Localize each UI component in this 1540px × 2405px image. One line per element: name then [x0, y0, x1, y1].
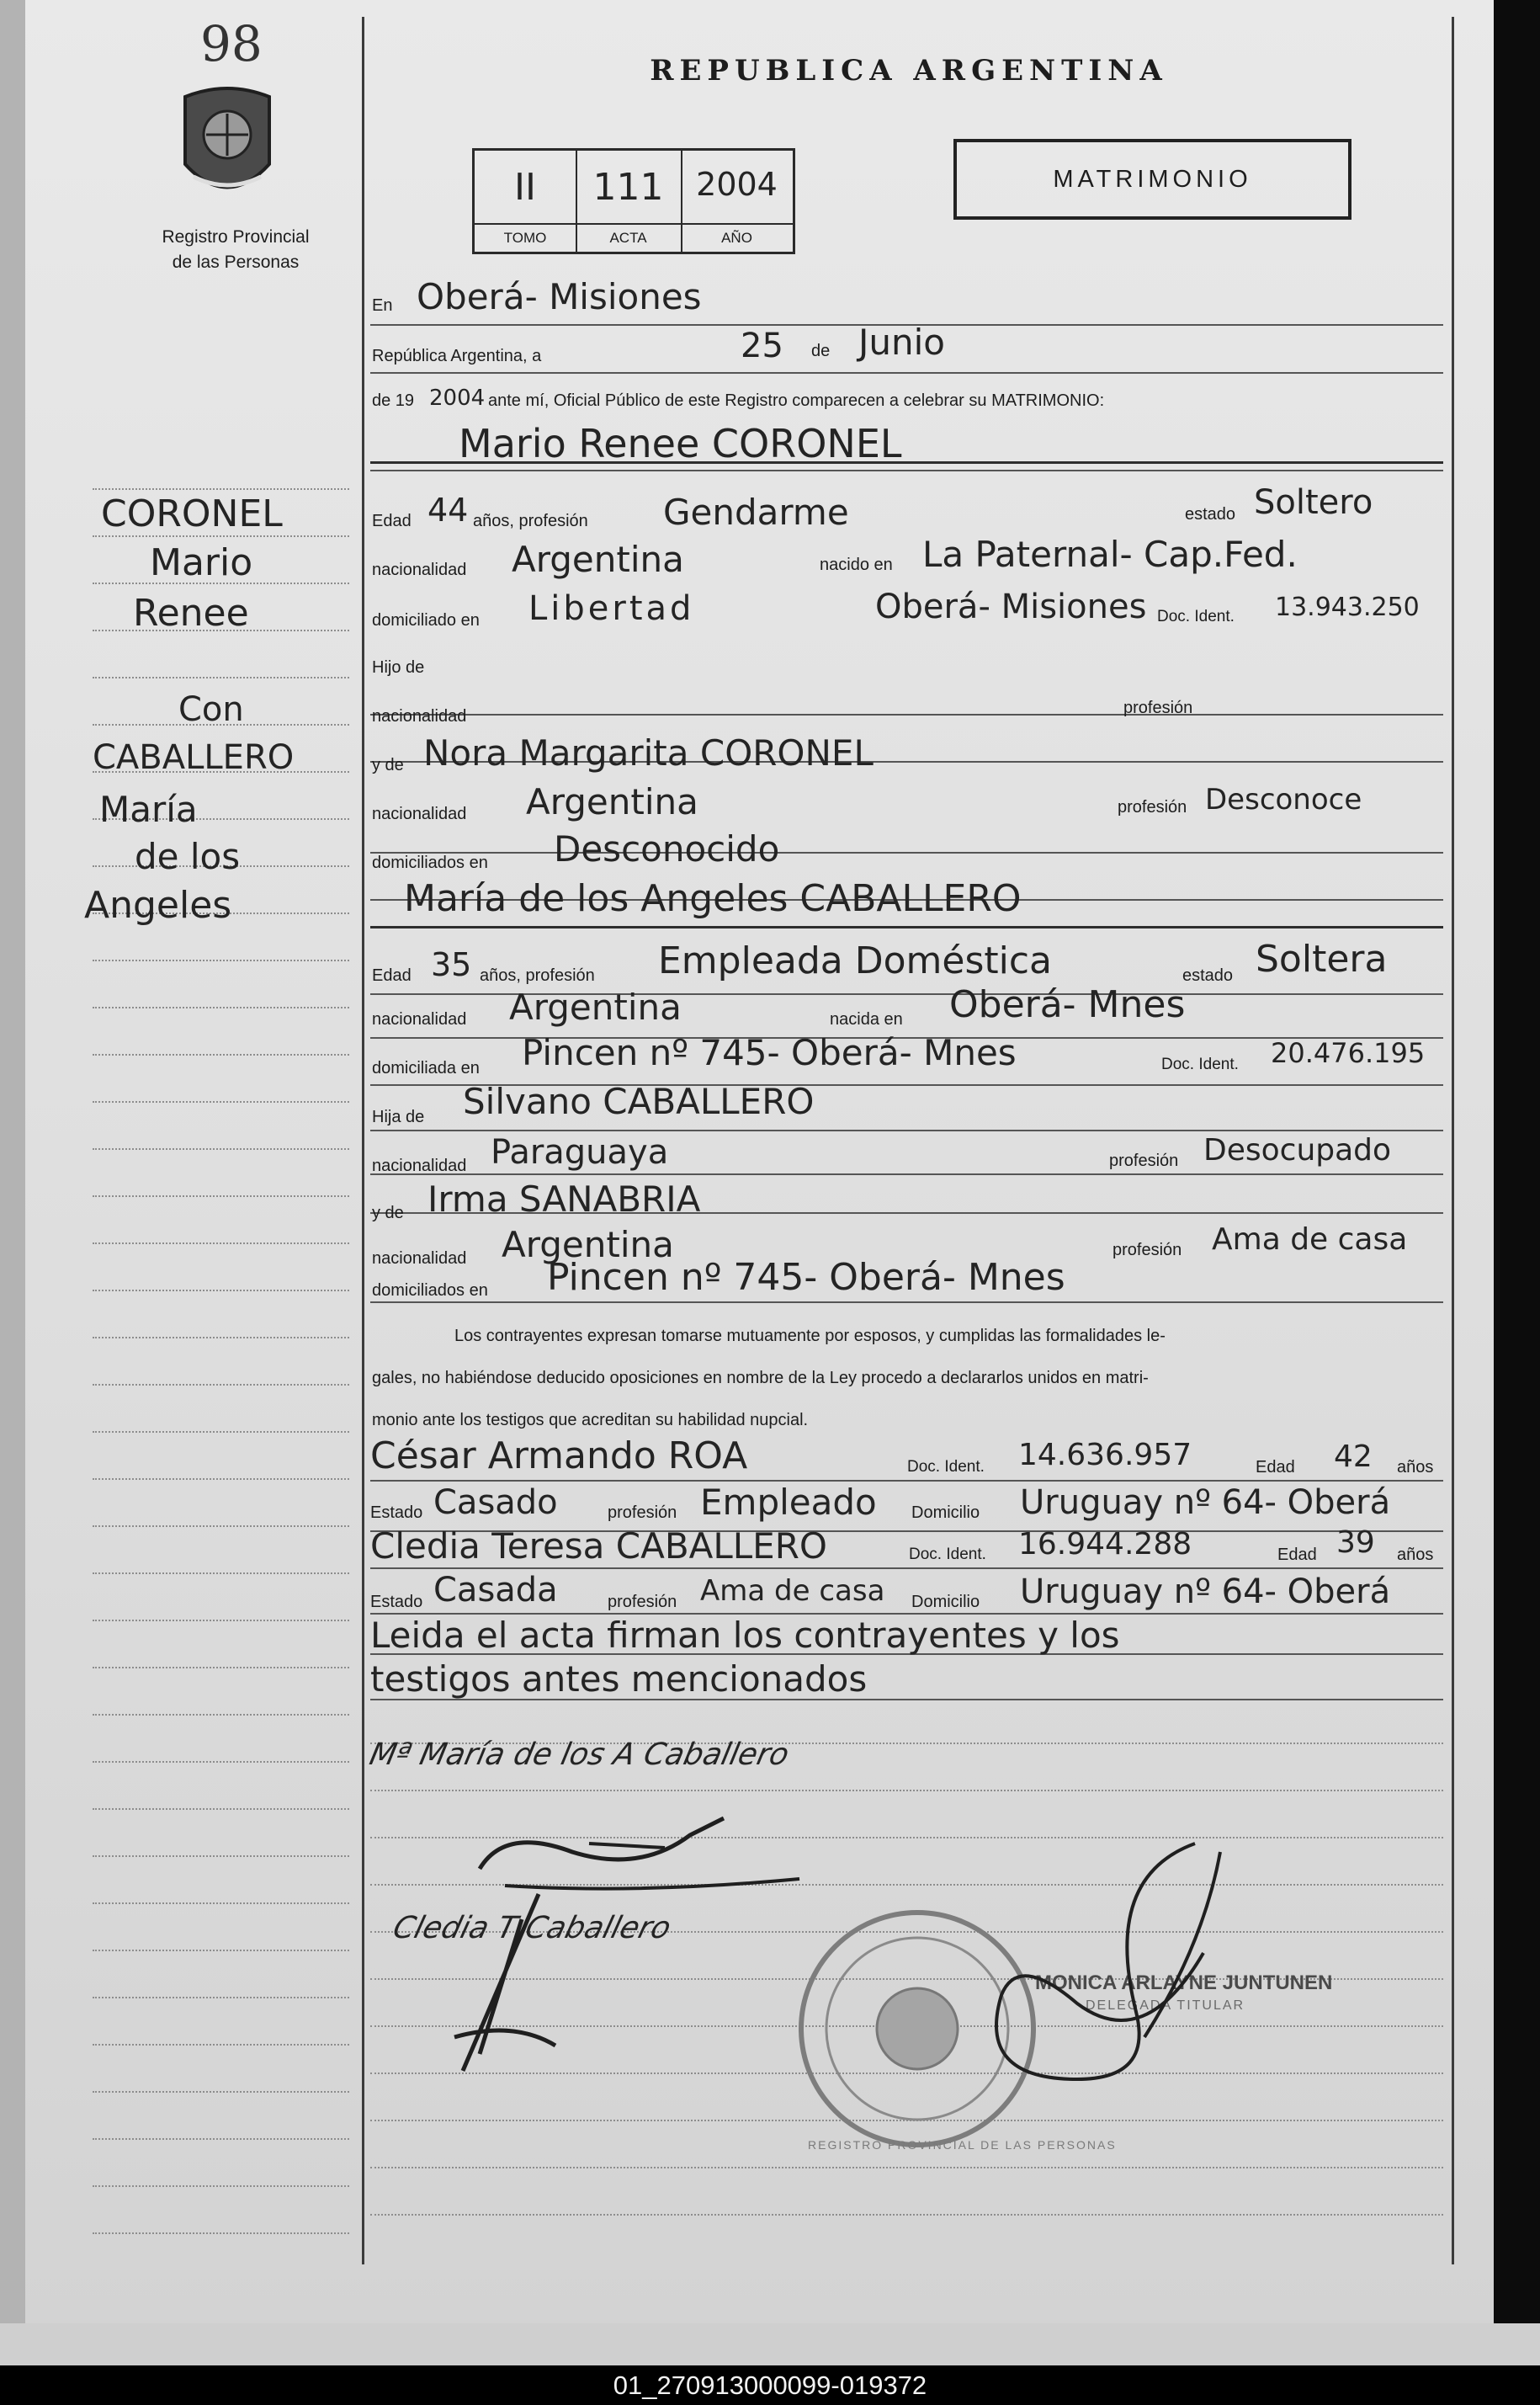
- groom-father-nacionalidad-label: nacionalidad: [372, 707, 467, 726]
- margin-ruled-line: [93, 1902, 349, 1905]
- groom-father-profesion-label: profesión: [1123, 699, 1193, 717]
- acta-label: ACTA: [576, 223, 681, 247]
- marriage-place: Oberá- Misiones: [417, 276, 702, 317]
- groom-nacido-label: nacido en: [820, 556, 893, 574]
- official-signature-graphic: [951, 1827, 1254, 2113]
- tomo-acta-anio-box: [472, 148, 795, 254]
- bride-domicilio-label: domiciliada en: [372, 1059, 480, 1077]
- left-binding-strip: [0, 0, 25, 2323]
- de-label: de: [811, 342, 831, 360]
- form-rule-line: [370, 1130, 1443, 1131]
- registry-name-line2: de las Personas: [172, 253, 300, 272]
- margin-ruled-line: [93, 1572, 349, 1575]
- official-stamp-name: MONICA ARLAYNE JUNTUNEN: [1035, 1971, 1333, 1994]
- document-type-box: MATRIMONIO: [953, 139, 1351, 220]
- groom-birthplace: La Paternal- Cap.Fed.: [922, 534, 1298, 575]
- intro-statement: ante mí, Oficial Público de este Registro comparecen a celebrar su MATRIMONIO:: [488, 391, 1105, 410]
- declaration-line1: Los contrayentes expresan tomarse mutuamente por esposos, y cumplidas las formalidades le-: [454, 1327, 1166, 1345]
- witness1-domicilio-label: Domicilio: [911, 1503, 980, 1522]
- witness1-profesion-label: profesión: [608, 1503, 677, 1522]
- bride-doc: 20.476.195: [1271, 1037, 1426, 1069]
- margin-ruled-line: [93, 960, 349, 962]
- bride-mother-profession: Ama de casa: [1212, 1222, 1408, 1257]
- groom-profession: Gendarme: [663, 492, 849, 533]
- groom-doc: 13.943.250: [1275, 593, 1420, 622]
- form-rule-line: [370, 714, 1443, 716]
- official-stamp-role: DELEGADA TITULAR: [1086, 1998, 1245, 2013]
- groom-mother: Nora Margarita CORONEL: [423, 732, 874, 774]
- witness2-profession: Ama de casa: [700, 1574, 885, 1608]
- margin-ruled-line: [93, 1148, 349, 1151]
- margin-ruled-line: [93, 1667, 349, 1669]
- groom-address: Libertad: [528, 589, 695, 628]
- groom-mother-nacionalidad-label: nacionalidad: [372, 805, 467, 823]
- bride-status: Soltera: [1256, 938, 1388, 981]
- margin-note-line: CABALLERO: [93, 738, 295, 777]
- bride-father-nationality: Paraguaya: [491, 1133, 669, 1172]
- form-rule-line: [370, 1480, 1443, 1482]
- witness2-age: 39: [1336, 1525, 1375, 1560]
- marriage-year: 2004: [429, 386, 486, 411]
- witness1-doc: 14.636.957: [1018, 1438, 1192, 1472]
- provincial-coat-of-arms-icon: [173, 84, 282, 210]
- margin-note-line: de los: [135, 836, 241, 877]
- declaration-line3: monio ante los testigos que acreditan su habilidad nupcial.: [372, 1411, 809, 1429]
- margin-ruled-line: [93, 1290, 349, 1292]
- margin-ruled-line: [93, 1242, 349, 1245]
- form-rule-line: [370, 372, 1443, 374]
- form-rule-line: [370, 1301, 1443, 1303]
- groom-mother-profesion-label: profesión: [1118, 798, 1187, 817]
- margin-ruled-line: [93, 2232, 349, 2235]
- bride-profession: Empleada Doméstica: [658, 939, 1053, 982]
- margin-ruled-line: [93, 1761, 349, 1764]
- margin-note-line: María: [99, 789, 198, 830]
- margin-ruled-line: [93, 1054, 349, 1056]
- witness2-profesion-label: profesión: [608, 1593, 677, 1611]
- tomo-label: TOMO: [475, 223, 576, 247]
- witness2-name: Cledia Teresa CABALLERO: [370, 1525, 827, 1567]
- bride-nacionalidad-label: nacionalidad: [372, 1010, 467, 1029]
- groom-name: Mario Renee CORONEL: [459, 421, 902, 466]
- year-prefix-label: de 19: [372, 391, 415, 410]
- margin-ruled-line: [93, 1714, 349, 1716]
- witness1-edad-label: Edad: [1256, 1458, 1295, 1477]
- form-rule-line: [370, 470, 1443, 471]
- body-dotted-line: [370, 1790, 1443, 1792]
- witness1-address: Uruguay nº 64- Oberá: [1020, 1483, 1391, 1522]
- form-rule-line: [370, 1567, 1443, 1569]
- acta-cell: [576, 151, 682, 252]
- groom-domicilio-label: domiciliado en: [372, 611, 480, 630]
- bride-profesion-label: años, profesión: [480, 966, 595, 985]
- country-title: REPUBLICA ARGENTINA: [650, 54, 1168, 88]
- witness2-address: Uruguay nº 64- Oberá: [1020, 1572, 1391, 1611]
- margin-ruled-line: [93, 1997, 349, 1999]
- bride-y-de-label: y de: [372, 1204, 404, 1222]
- witness1-age: 42: [1334, 1439, 1373, 1474]
- tomo-cell: [475, 151, 577, 252]
- margin-ruled-line: [93, 1384, 349, 1386]
- bride-parents-address: Pincen nº 745- Oberá- Mnes: [547, 1256, 1065, 1299]
- page-bottom-band: [0, 2323, 1540, 2365]
- tomo-value: II: [514, 166, 536, 209]
- groom-city: Oberá- Misiones: [875, 588, 1147, 626]
- groom-status: Soltero: [1254, 483, 1373, 522]
- margin-ruled-line: [93, 1431, 349, 1434]
- closing-line1: Leida el acta firman los contrayentes y los: [370, 1615, 1120, 1656]
- witness2-doc-label: Doc. Ident.: [909, 1546, 986, 1563]
- bride-mother-nationality: Argentina: [502, 1224, 674, 1265]
- bride-mother: Irma SANABRIA: [427, 1179, 701, 1220]
- acta-value: 111: [592, 166, 664, 209]
- marriage-month: Junio: [858, 322, 945, 363]
- bride-father-nacionalidad-label: nacionalidad: [372, 1157, 467, 1175]
- republica-label: República Argentina, a: [372, 347, 542, 365]
- bride-nationality: Argentina: [509, 987, 682, 1028]
- margin-ruled-line: [93, 535, 349, 538]
- bride-father: Silvano CABALLERO: [463, 1081, 815, 1122]
- groom-y-de-label: y de: [372, 756, 404, 774]
- margin-note-line: Angeles: [84, 884, 232, 927]
- margin-ruled-line: [93, 1195, 349, 1198]
- margin-ruled-line: [93, 1620, 349, 1622]
- margin-ruled-line: [93, 2044, 349, 2046]
- groom-parents-address: Desconocido: [554, 828, 780, 870]
- groom-nationality: Argentina: [512, 539, 684, 580]
- marriage-day: 25: [741, 327, 783, 365]
- margin-ruled-line: [93, 2091, 349, 2094]
- registry-name-line1: Registro Provincial: [162, 227, 310, 247]
- bride-name: María de los Angeles CABALLERO: [404, 877, 1022, 920]
- witness1-profession: Empleado: [700, 1482, 877, 1523]
- witness2-doc: 16.944.288: [1018, 1527, 1192, 1562]
- margin-divider: [362, 17, 364, 2264]
- margin-note-line: Renee: [133, 592, 249, 635]
- witness1-doc-label: Doc. Ident.: [907, 1458, 985, 1476]
- bride-birthplace: Oberá- Mnes: [949, 983, 1186, 1026]
- margin-ruled-line: [93, 677, 349, 679]
- right-border: [1452, 17, 1454, 2264]
- bride-mother-profesion-label: profesión: [1113, 1241, 1182, 1259]
- margin-ruled-line: [93, 2185, 349, 2188]
- anio-cell: [681, 151, 793, 252]
- margin-ruled-line: [93, 488, 349, 491]
- bride-signature: Mª María de los A Caballero: [366, 1737, 793, 1772]
- declaration-line2: gales, no habiéndose deducido oposiciones en nombre de la Ley procedo a declararlos unidos en matri-: [372, 1369, 1149, 1387]
- page-number: 98: [200, 15, 263, 72]
- groom-estado-label: estado: [1185, 505, 1236, 524]
- groom-edad-label: Edad: [372, 512, 412, 530]
- witness2-domicilio-label: Domicilio: [911, 1593, 980, 1611]
- bride-address: Pincen nº 745- Oberá- Mnes: [522, 1032, 1017, 1073]
- registry-seal-text: REGISTRO PROVINCIAL DE LAS PERSONAS: [808, 2138, 1117, 2152]
- groom-mother-nationality: Argentina: [526, 781, 698, 822]
- bride-mother-nacionalidad-label: nacionalidad: [372, 1249, 467, 1268]
- en-label: En: [372, 296, 393, 315]
- groom-age: 44: [427, 492, 469, 529]
- form-rule-line: [370, 1173, 1443, 1175]
- body-dotted-line: [370, 2214, 1443, 2216]
- witness1-status: Casado: [433, 1483, 558, 1522]
- witness1-anios-label: años: [1397, 1458, 1434, 1477]
- groom-profesion-label: años, profesión: [473, 512, 588, 530]
- margin-ruled-line: [93, 1855, 349, 1858]
- bride-nacida-label: nacida en: [830, 1010, 903, 1029]
- groom-mother-profession: Desconoce: [1205, 783, 1362, 817]
- margin-ruled-line: [93, 1808, 349, 1811]
- bride-edad-label: Edad: [372, 966, 412, 985]
- body-dotted-line: [370, 2167, 1443, 2169]
- groom-domiciliados-label: domiciliados en: [372, 854, 488, 872]
- witness2-status: Casada: [433, 1571, 558, 1610]
- margin-note-line: CORONEL: [101, 492, 283, 535]
- groom-nacionalidad-label: nacionalidad: [372, 561, 467, 579]
- witness2-estado-label: Estado: [370, 1593, 423, 1611]
- bride-father-profesion-label: profesión: [1109, 1152, 1179, 1170]
- bride-father-profession: Desocupado: [1203, 1133, 1392, 1168]
- margin-note-line: Mario: [150, 541, 253, 584]
- margin-ruled-line: [93, 1525, 349, 1528]
- bride-doc-label: Doc. Ident.: [1161, 1056, 1239, 1073]
- margin-note-line: Con: [178, 690, 244, 729]
- witness2-signature: Cledia T Caballero: [389, 1911, 675, 1945]
- margin-ruled-line: [93, 1950, 349, 1952]
- witness2-edad-label: Edad: [1277, 1546, 1317, 1564]
- margin-ruled-line: [93, 1101, 349, 1104]
- witness1-name: César Armando ROA: [370, 1434, 748, 1477]
- witness1-estado-label: Estado: [370, 1503, 423, 1522]
- bride-age: 35: [431, 946, 472, 983]
- witness2-anios-label: años: [1397, 1546, 1434, 1564]
- margin-ruled-line: [93, 1478, 349, 1481]
- margin-ruled-line: [93, 2138, 349, 2141]
- anio-label: AÑO: [681, 223, 793, 247]
- image-id-footer: 01_270913000099-019372: [0, 2365, 1540, 2405]
- groom-doc-label: Doc. Ident.: [1157, 608, 1235, 625]
- witness1-signature-graphic: [438, 1886, 572, 2088]
- bride-hija-label: Hija de: [372, 1108, 425, 1126]
- section-divider-line: [370, 926, 1443, 928]
- bride-estado-label: estado: [1182, 966, 1234, 985]
- bride-domiciliados-label: domiciliados en: [372, 1281, 488, 1300]
- groom-hijo-label: Hijo de: [372, 658, 425, 677]
- form-rule-line: [370, 852, 1443, 854]
- margin-ruled-line: [93, 1337, 349, 1339]
- closing-line2: testigos antes mencionados: [370, 1658, 868, 1700]
- anio-value: 2004: [696, 166, 778, 203]
- margin-ruled-line: [93, 1007, 349, 1009]
